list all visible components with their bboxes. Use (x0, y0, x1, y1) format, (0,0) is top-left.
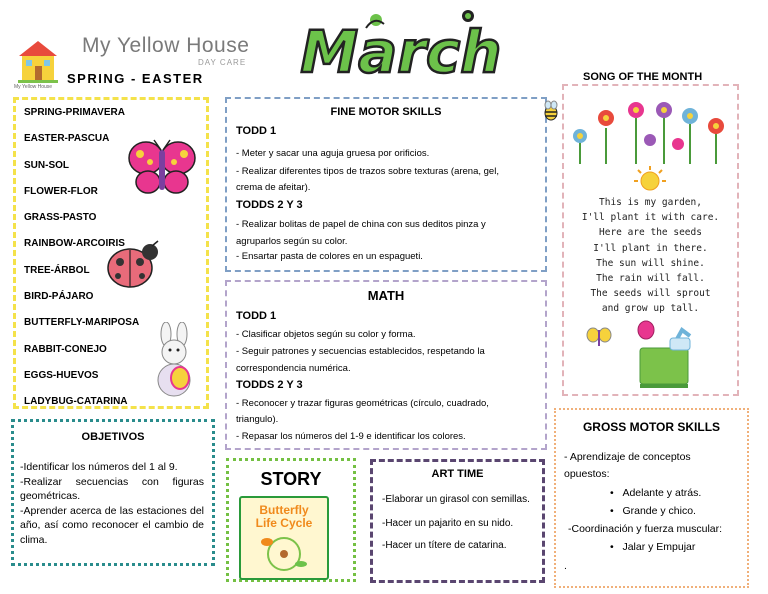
math-group-todds23: TODDS 2 Y 3 (236, 379, 303, 391)
life-cycle-icon (255, 534, 313, 574)
math-group-todd1: TODD 1 (236, 310, 277, 322)
math-line: - Repasar los números del 1-9 e identificar los colores. (236, 431, 466, 442)
lyric-line: I'll plant in there. (593, 242, 708, 254)
fine-motor-title: FINE MOTOR SKILLS (330, 106, 442, 118)
lyric-line: The rain will fall. (596, 273, 705, 285)
art-time-title: ART TIME (431, 468, 484, 480)
fine-motor-line: - Meter y sacar una aguja gruesa por orificios. (236, 148, 430, 159)
book-cover (239, 496, 329, 580)
song-lyrics (564, 195, 737, 317)
objective-item: -Identificar los números del 1 al 9. (20, 461, 178, 473)
art-activity: -Elaborar un girasol con semillas. (382, 494, 530, 505)
fine-motor-group-todd1: TODD 1 (236, 125, 277, 137)
gross-motor-box (554, 408, 749, 588)
bullet-text: Grande y chico. (622, 505, 696, 517)
gross-motor-bullet: • Grande y chico. (610, 505, 696, 517)
house-icon (16, 38, 60, 84)
book-title-line: Life Cycle (255, 516, 313, 530)
math-line: correspondencia numérica. (236, 363, 351, 374)
gross-motor-line: opuestos: (564, 468, 610, 480)
vocab-item: BUTTERFLY-MARIPOSA (24, 317, 140, 329)
watering-can-icon (632, 318, 702, 390)
fine-motor-line: - Realizar bolitas de papel de china con sus deditos pinza y (236, 219, 486, 230)
gross-motor-line: - Aprendizaje de conceptos (564, 451, 691, 463)
objectives-title: OBJETIVOS (81, 431, 145, 443)
art-activity: -Hacer un pajarito en su nido. (382, 518, 514, 529)
fine-motor-box (225, 97, 547, 272)
fine-motor-line: - Ensartar pasta de colores en un espagueti. (236, 251, 423, 262)
objectives-box (11, 419, 215, 566)
month-title (296, 6, 506, 96)
story-box (226, 458, 356, 582)
logo-subtitle: DAY CARE (198, 58, 247, 67)
lyric-line: Here are the seeds (599, 227, 702, 239)
vocab-item: RAINBOW-ARCOIRIS (24, 238, 125, 250)
objectives-list (20, 460, 204, 547)
vocab-item: RABBIT-CONEJO (24, 343, 107, 355)
vocab-item: FLOWER-FLOR (24, 185, 98, 197)
art-activity: -Hacer un títere de catarina. (382, 540, 507, 551)
lyric-line: The seeds will sprout (590, 288, 711, 300)
lyric-line: This is my garden, (599, 197, 702, 208)
vocab-item: GRASS-PASTO (24, 212, 97, 224)
logo-brand-text: My Yellow House (82, 34, 250, 57)
bullet-text: Adelante y atrás. (622, 487, 702, 499)
fine-motor-line: - Realizar diferentes tipos de trazos sobre texturas (arena, gel, (236, 166, 499, 177)
gross-motor-title: GROSS MOTOR SKILLS (582, 420, 721, 434)
bunny-icon (148, 322, 204, 398)
season-title: SPRING - EASTER (67, 71, 204, 86)
vocab-item: BIRD-PÁJARO (24, 291, 94, 303)
objective-item: -Realizar secuencias con figuras geométricas. (20, 475, 204, 502)
gross-motor-bullet: • Adelante y atrás. (610, 487, 702, 499)
butterfly-icon (128, 138, 196, 196)
vocabulary-box (13, 97, 209, 409)
gross-motor-bullet: • Jalar y Empujar (610, 541, 696, 553)
gross-motor-line: -Coordinación y fuerza muscular: (568, 523, 723, 535)
book-title-line: Butterfly (259, 503, 309, 517)
logo-caption: My Yellow House (14, 84, 53, 90)
vocab-item: SPRING-PRIMAVERA (24, 107, 125, 118)
lyric-line: and grow up tall. (601, 303, 700, 315)
vocab-item: EASTER-PASCUA (24, 133, 110, 145)
lyric-line: I'll plant it with care. (581, 212, 720, 224)
story-title: STORY (260, 469, 322, 489)
gross-motor-trailing: . (564, 560, 567, 572)
bullet-text: Jalar y Empujar (622, 541, 696, 553)
math-box (225, 280, 547, 450)
vocab-item: EGGS-HUEVOS (24, 369, 99, 381)
song-title: SONG OF THE MONTH (583, 71, 703, 83)
bee-icon (542, 100, 560, 122)
vocab-item: LADYBUG-CATARINA (24, 396, 128, 408)
butterfly-small-icon (586, 326, 612, 350)
objective-item: -Aprender acerca de las estaciones del año, así como reconocer el cambio de clima. (20, 504, 204, 546)
art-time-box (370, 459, 545, 583)
sun-icon (632, 166, 668, 196)
song-box (562, 84, 739, 396)
fine-motor-line: agruparlos según su color. (236, 236, 348, 247)
month-title-text: March (300, 18, 502, 86)
vocab-item: SUN-SOL (24, 159, 69, 171)
vocab-item: TREE-ÁRBOL (24, 264, 90, 276)
math-line: - Reconocer y trazar figuras geométricas (círculo, cuadrado, (236, 398, 489, 409)
fine-motor-line: crema de afeitar). (236, 182, 311, 193)
math-line: - Seguir patrones y secuencias establecidos, respetando la (236, 346, 485, 357)
flowers-icon (566, 88, 736, 164)
fine-motor-group-todds23: TODDS 2 Y 3 (236, 199, 303, 211)
math-line: triangulo). (236, 414, 279, 425)
ladybug-icon (104, 240, 164, 290)
math-title: MATH (367, 288, 405, 303)
math-line: - Clasificar objetos según su color y forma. (236, 329, 416, 340)
lyric-line: The sun will shine. (596, 257, 705, 269)
